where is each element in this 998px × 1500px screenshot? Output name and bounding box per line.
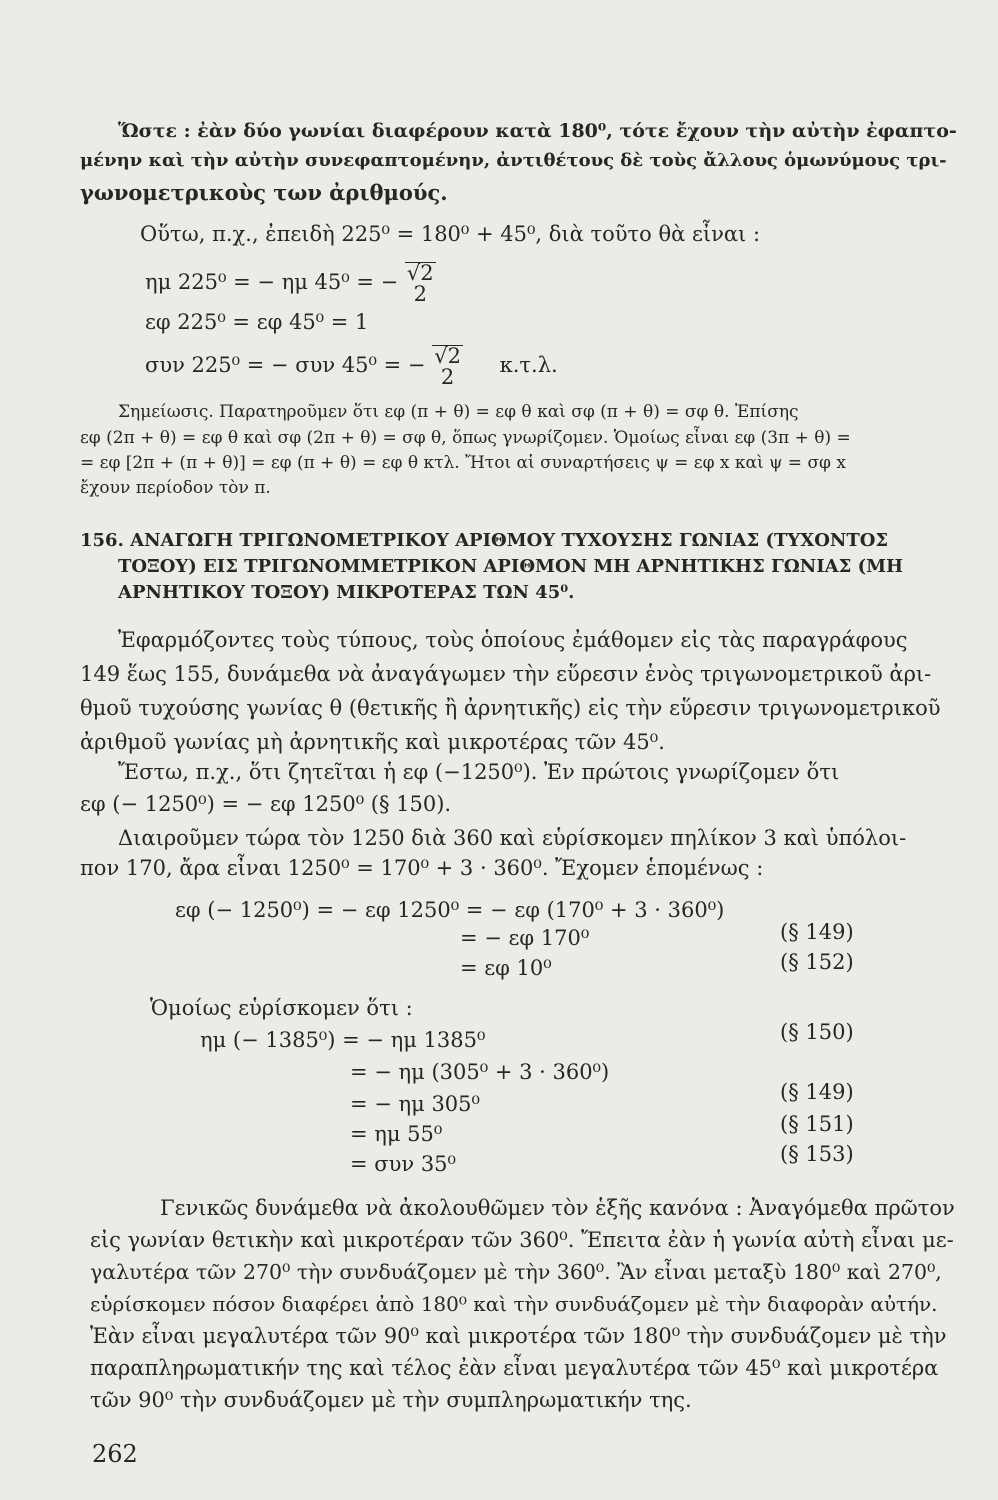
fraction-denominator: 2 xyxy=(413,282,427,306)
fraction-sqrt2-over-2 xyxy=(405,262,436,305)
equation-sin-225-left: ημ 225⁰ = − ημ 45⁰ = − xyxy=(145,270,399,294)
equation-cos-225-left: συν 225⁰ = − συν 45⁰ = − xyxy=(145,353,426,377)
para2-line-2: εφ (− 1250⁰) = − εφ 1250⁰ (§ 150). xyxy=(80,792,452,816)
calc2-row-1-ref: (§ 150) xyxy=(780,1020,854,1044)
para4-line-1: Γενικῶς δυνάμεθα νὰ ἀκολουθῶμεν τὸν ἑξῆς κανόνα : Ἀναγόμεθα πρῶτον xyxy=(160,1196,955,1220)
para4-line-7: τῶν 90⁰ τὴν συνδυάζομεν μὲ τὴν συμπληρωματικήν της. xyxy=(90,1388,692,1412)
similarly-line: Ὁμοίως εὑρίσκομεν ὅτι : xyxy=(150,996,413,1020)
fraction-numerator: √2 xyxy=(434,344,461,368)
fraction-denominator: 2 xyxy=(440,365,455,389)
para3-line-2: πον 170, ἄρα εἶναι 1250⁰ = 170⁰ + 3 · 360⁰. Ἔχομεν ἑπομένως : xyxy=(80,856,764,880)
section-heading-line-3: ΑΡΝΗΤΙΚΟΥ ΤΟΞΟΥ) ΜΙΚΡΟΤΕΡΑΣ ΤΩΝ 45⁰. xyxy=(118,582,575,603)
calc2-row-4: = ημ 55⁰ xyxy=(350,1122,443,1146)
intro-line-1: Ὥστε : ἐὰν δύο γωνίαι διαφέρουν κατὰ 180⁰, τότε ἔχουν τὴν αὐτὴν ἐφαπτο- xyxy=(118,120,957,142)
calc2-row-3: = − ημ 305⁰ xyxy=(350,1092,480,1116)
para2-line-1: Ἔστω, π.χ., ὅτι ζητεῖται ἡ εφ (−1250⁰). Ἐν πρώτοις γνωρίζομεν ὅτι xyxy=(118,760,840,784)
calc2-row-2: = − ημ (305⁰ + 3 · 360⁰) xyxy=(350,1060,610,1084)
para1-line-3: θμοῦ τυχούσης γωνίας θ (θετικῆς ἢ ἀρνητικῆς) εἰς τὴν εὕρεσιν τριγωνομετρικοῦ xyxy=(80,696,941,720)
para4-line-4: εὑρίσκομεν πόσον διαφέρει ἀπὸ 180⁰ καὶ τὴν συνδυάζομεν μὲ τὴν διαφορὰν αὐτήν. xyxy=(90,1292,938,1316)
example-intro: Οὕτω, π.χ., ἐπειδὴ 225⁰ = 180⁰ + 45⁰, διὰ τοῦτο θὰ εἶναι : xyxy=(140,222,761,246)
para1-line-1: Ἐφαρμόζοντες τοὺς τύπους, τοὺς ὁποίους ἐμάθομεν εἰς τὰς παραγράφους xyxy=(118,628,908,652)
fraction-numerator: √2 xyxy=(406,261,434,285)
calc2-row-1: ημ (− 1385⁰) = − ημ 1385⁰ xyxy=(200,1028,486,1052)
page-number: 262 xyxy=(92,1440,138,1468)
fraction-sqrt2-over-2 xyxy=(432,345,463,388)
note-line-2: εφ (2π + θ) = εφ θ καὶ σφ (2π + θ) = σφ θ, ὅπως γνωρίζομεν. Ὁμοίως εἶναι εφ (3π + θ) = xyxy=(80,428,851,448)
etc-label: κ.τ.λ. xyxy=(499,353,558,377)
calc2-row-3-ref: (§ 149) xyxy=(780,1080,854,1104)
calc1-row-2: = − εφ 170⁰ xyxy=(460,926,590,950)
para3-line-1: Διαιροῦμεν τώρα τὸν 1250 διὰ 360 καὶ εὑρίσκομεν πηλίκον 3 καὶ ὑπόλοι- xyxy=(118,826,907,850)
equation-cos-225 xyxy=(145,345,558,388)
intro-line-3: γωνομετρικοὺς των ἀριθμούς. xyxy=(80,180,448,205)
para4-line-3: γαλυτέρα τῶν 270⁰ τὴν συνδυάζομεν μὲ τὴν 360⁰. Ἂν εἶναι μεταξὺ 180⁰ καὶ 270⁰, xyxy=(90,1260,942,1284)
calc1-row-1: εφ (− 1250⁰) = − εφ 1250⁰ = − εφ (170⁰ + 3 · 360⁰) xyxy=(175,898,725,922)
para4-line-5: Ἐὰν εἶναι μεγαλυτέρα τῶν 90⁰ καὶ μικροτέρα τῶν 180⁰ τὴν συνδυάζομεν μὲ τὴν xyxy=(90,1324,947,1348)
calc1-row-2-ref: (§ 149) xyxy=(780,920,854,944)
para1-line-4: ἀριθμοῦ γωνίας μὴ ἀρνητικῆς καὶ μικροτέρας τῶν 45⁰. xyxy=(80,730,665,754)
calc1-row-3-ref: (§ 152) xyxy=(780,950,854,974)
para1-line-2: 149 ἕως 155, δυνάμεθα νὰ ἀναγάγωμεν τὴν εὕρεσιν ἑνὸς τριγωνομετρικοῦ ἀρι- xyxy=(80,662,932,686)
intro-line-2: μένην καὶ τὴν αὐτὴν συνεφαπτομένην, ἀντιθέτους δὲ τοὺς ἄλλους ὁμωνύμους τρι- xyxy=(80,150,947,171)
equation-tan-225: εφ 225⁰ = εφ 45⁰ = 1 xyxy=(145,310,369,334)
calc1-row-3: = εφ 10⁰ xyxy=(460,956,552,980)
note-line-1: Σημείωσις. Παρατηροῦμεν ὅτι εφ (π + θ) = εφ θ καὶ σφ (π + θ) = σφ θ. Ἐπίσης xyxy=(118,402,799,422)
section-heading-line-1: 156. ΑΝΑΓΩΓΗ ΤΡΙΓΩΝΟΜΕΤΡΙΚΟΥ ΑΡΙΘΜΟΥ ΤΥΧΟΥΣΗΣ ΓΩΝΙΑΣ (ΤΥΧΟΝΤΟΣ xyxy=(80,530,889,551)
calc2-row-4-ref: (§ 151) xyxy=(780,1112,854,1136)
calc2-row-5-ref: (§ 153) xyxy=(780,1142,854,1166)
para4-line-2: εἰς γωνίαν θετικὴν καὶ μικροτέραν τῶν 360⁰. Ἔπειτα ἐὰν ἡ γωνία αὐτὴ εἶναι με- xyxy=(90,1228,954,1252)
calc2-row-5: = συν 35⁰ xyxy=(350,1152,456,1176)
para4-line-6: παραπληρωματικήν της καὶ τέλος ἐὰν εἶναι μεγαλυτέρα τῶν 45⁰ καὶ μικροτέρα xyxy=(90,1356,939,1380)
note-line-3: = εφ [2π + (π + θ)] = εφ (π + θ) = εφ θ κτλ. Ἤτοι αἱ συναρτήσεις ψ = εφ x καὶ ψ = σφ x xyxy=(80,453,846,473)
section-heading-line-2: ΤΟΞΟΥ) ΕΙΣ ΤΡΙΓΩΝΟΜΜΕΤΡΙΚΟΝ ΑΡΙΘΜΟΝ ΜΗ ΑΡΝΗΤΙΚΗΣ ΓΩΝΙΑΣ (ΜΗ xyxy=(118,556,904,577)
equation-sin-225 xyxy=(145,262,436,305)
note-line-4: ἔχουν περίοδον τὸν π. xyxy=(80,478,271,498)
